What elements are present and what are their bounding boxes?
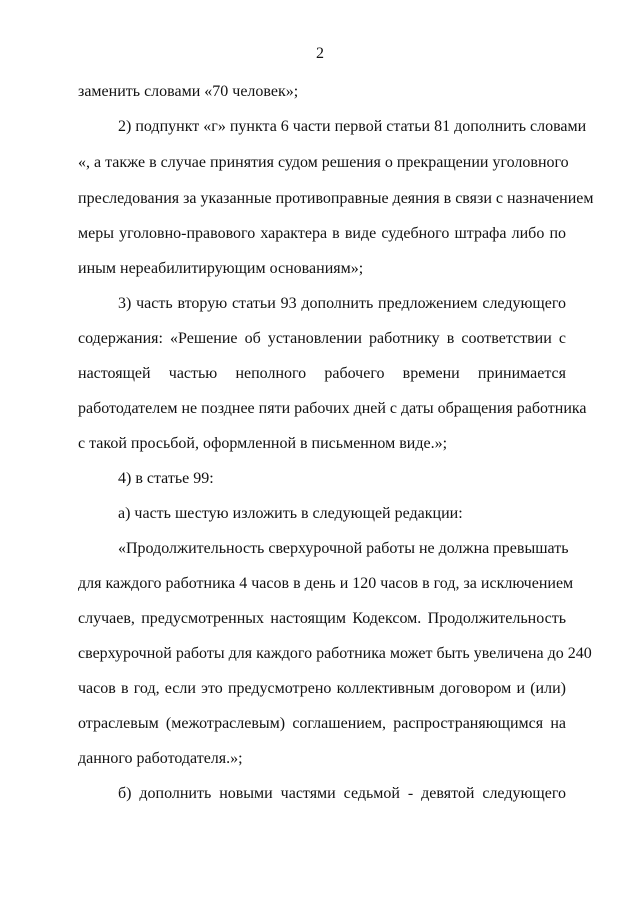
text-line: иным нереабилитирующим основаниям»; [78,260,364,277]
text-line: для каждого работника 4 часов в день и 120 часов в год, за исключением [78,575,574,592]
text-line: «, а также в случае принятия судом решения о прекращении уголовного [78,154,569,171]
text-line: меры уголовно-правового характера в виде судебного штрафа либо по [78,225,566,242]
text-line: а) часть шестую изложить в следующей редакции: [118,505,463,522]
text-line: б) дополнить новыми частями седьмой - девятой следующего [118,785,566,802]
page-number: 2 [316,45,324,62]
text-line: 2) подпункт «г» пункта 6 части первой статьи 81 дополнить словами [118,118,587,135]
text-line: случаев, предусмотренных настоящим Кодексом. Продолжительность [78,610,566,627]
text-line: часов в год, если это предусмотрено коллективным договором и (или) [78,680,566,697]
text-line: преследования за указанные противоправные деяния в связи с назначением [78,190,594,207]
text-line: данного работодателя.»; [78,750,243,767]
text-line: содержания: «Решение об установлении работнику в соответствии с [78,330,566,347]
text-line: 3) часть вторую статьи 93 дополнить предложением следующего [118,295,566,312]
text-line: отраслевым (межотраслевым) соглашением, распространяющимся на [78,715,566,732]
text-line: работодателем не позднее пяти рабочих дней с даты обращения работника [78,400,587,417]
text-line: сверхурочной работы для каждого работника может быть увеличена до 240 [78,645,592,662]
text-line: «Продолжительность сверхурочной работы не должна превышать [118,540,569,557]
text-line: настоящей частью неполного рабочего времени принимается [78,365,566,382]
text-line: заменить словами «70 человек»; [78,83,299,100]
text-line: 4) в статье 99: [118,470,214,487]
text-line: с такой просьбой, оформленной в письменном виде.»; [78,435,448,452]
